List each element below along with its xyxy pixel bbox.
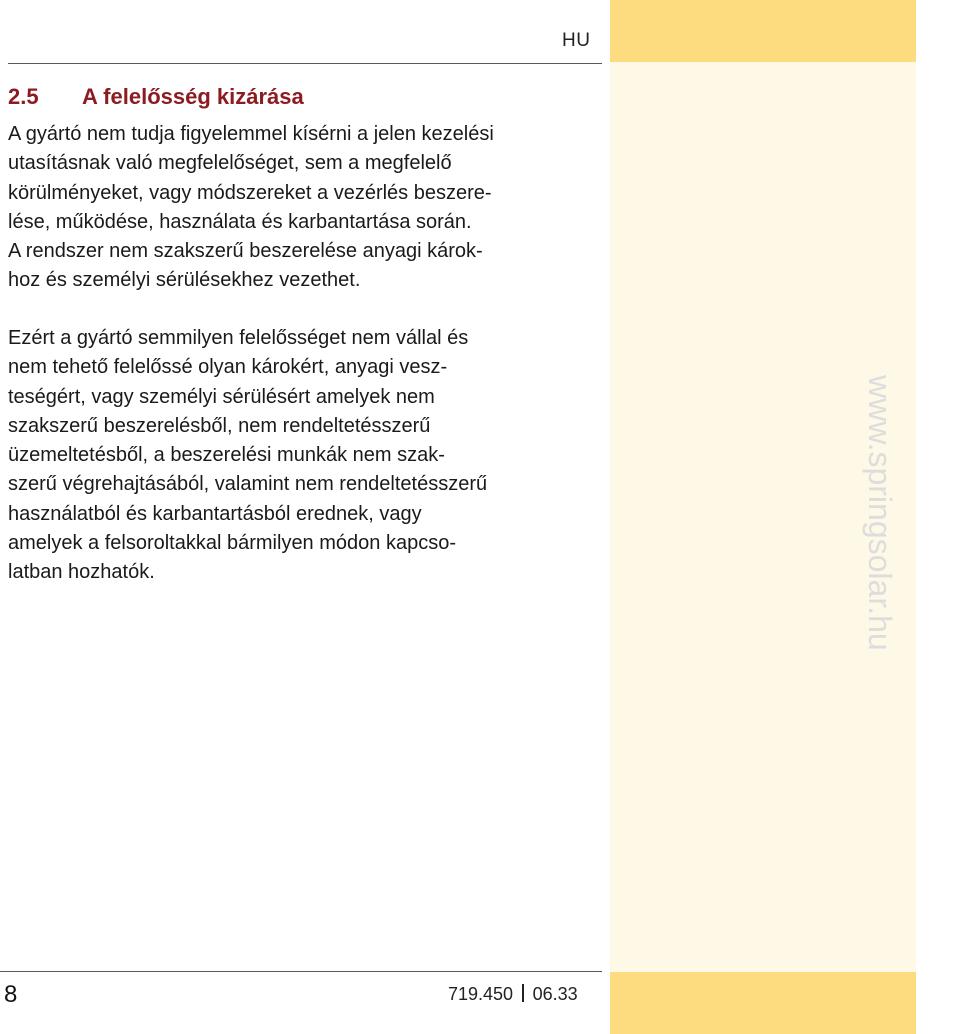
paragraph-line: A rendszer nem szakszerű beszerelése anyagi károk- bbox=[8, 240, 483, 263]
paragraph-line: körülményeket, vagy módszereket a vezérlés beszere- bbox=[8, 181, 492, 204]
header-divider bbox=[8, 63, 602, 64]
paragraph-line: használatból és karbantartásból erednek, vagy bbox=[8, 502, 422, 525]
paragraph-line: Ezért a gyártó semmilyen felelősséget nem vállal és bbox=[8, 327, 469, 349]
paragraph-line: teségért, vagy személyi sérülésért amelyek nem bbox=[8, 385, 435, 408]
document-version: 06.33 bbox=[532, 984, 578, 1004]
paragraph-line: szerű végrehajtásából, valamint nem rendeltetésszerű bbox=[8, 473, 488, 496]
section-heading bbox=[8, 84, 304, 110]
website-watermark: www.springsolar.hu bbox=[862, 375, 898, 651]
section-number: 2.5 bbox=[8, 84, 39, 109]
paragraph-limitation bbox=[8, 120, 608, 296]
paragraph-line: nem tehető felelőssé olyan károkért, anyagi vesz- bbox=[8, 356, 448, 379]
paragraph-line: szakszerű beszerelésből, nem rendeltetésszerű bbox=[8, 414, 431, 437]
paragraph-line: utasításnak való megfelelőséget, sem a megfelelő bbox=[8, 152, 452, 175]
document-number: 719.450 bbox=[448, 984, 514, 1004]
paragraph-line: hoz és személyi sérülésekhez vezethet. bbox=[8, 269, 361, 292]
section-title: A felelősség kizárása bbox=[82, 84, 304, 109]
page-number: 8 bbox=[4, 981, 18, 1008]
paragraph-line: amelyek a felsoroltakkal bármilyen módon kapcso- bbox=[8, 532, 456, 555]
paragraph-disclaimer bbox=[8, 324, 608, 588]
paragraph-line: üzemeltetésből, a beszerelési munkák nem szak- bbox=[8, 444, 445, 467]
paragraph-line: latban hozhatók. bbox=[8, 561, 155, 584]
language-code: HU bbox=[562, 30, 591, 51]
document-code-separator bbox=[522, 984, 524, 1002]
sidebar-top-band bbox=[610, 0, 916, 62]
sidebar-bottom-band bbox=[610, 972, 916, 1034]
paragraph-line: lése, működése, használata és karbantartása során. bbox=[8, 210, 472, 233]
paragraph-line: A gyártó nem tudja figyelemmel kísérni a jelen kezelési bbox=[8, 123, 494, 145]
footer-divider bbox=[0, 971, 602, 972]
document-code bbox=[448, 984, 578, 1005]
